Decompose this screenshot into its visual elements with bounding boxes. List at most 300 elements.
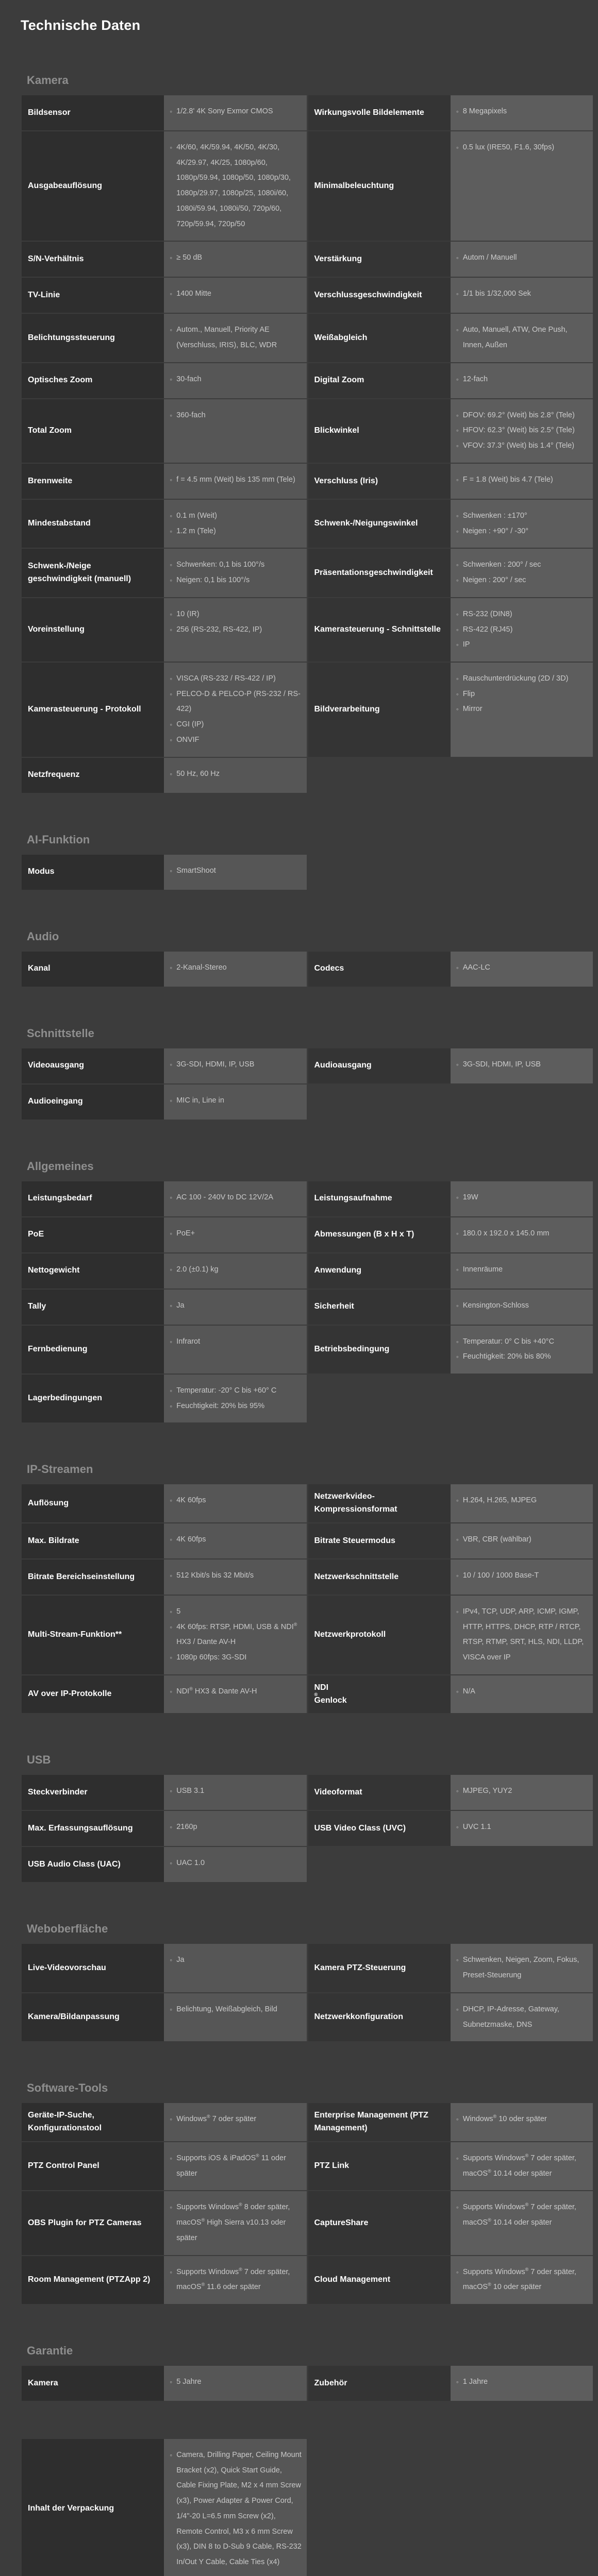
spec-value-item bbox=[170, 2151, 302, 2181]
spec-value-text: DFOV: 69.2° (Weit) bis 2.8° (Tele) bbox=[462, 411, 575, 419]
bullet-icon: ◦ bbox=[170, 769, 173, 778]
spec-values bbox=[451, 1290, 593, 1325]
spec-value-item bbox=[456, 524, 589, 539]
spec-value-item bbox=[456, 1262, 589, 1278]
spec-sections bbox=[0, 74, 598, 2576]
spec-row bbox=[22, 758, 593, 793]
spec-label: Modus bbox=[22, 855, 164, 890]
spec-row bbox=[22, 2142, 593, 2190]
spec-row bbox=[22, 2256, 593, 2304]
spec-row bbox=[22, 1484, 593, 1522]
bullet-icon: ◦ bbox=[456, 1496, 459, 1505]
spec-value-text: 1/1 bis 1/32,000 Sek bbox=[462, 290, 531, 298]
spec-value-text: AAC-LC bbox=[462, 963, 490, 972]
spec-values bbox=[451, 1484, 593, 1522]
bullet-icon: ◦ bbox=[456, 689, 459, 698]
spec-label: Kamerasteuerung - Protokoll bbox=[22, 663, 164, 757]
spec-half-left bbox=[22, 131, 307, 241]
bullet-icon: ◦ bbox=[456, 511, 459, 520]
spec-values bbox=[164, 2142, 306, 2190]
bullet-icon: ◦ bbox=[456, 576, 459, 585]
spec-values bbox=[451, 1675, 593, 1714]
spec-value-text: Kensington-Schloss bbox=[462, 1301, 529, 1310]
spec-half-right bbox=[308, 1084, 593, 1120]
spec-half-right bbox=[308, 663, 593, 757]
spec-values bbox=[451, 2256, 593, 2304]
bullet-icon: ◦ bbox=[170, 625, 173, 634]
bullet-icon: ◦ bbox=[170, 2267, 173, 2276]
spec-value-text: Supports Windows® 7 oder später, macOS® 10 oder später bbox=[462, 2266, 576, 2292]
spec-row bbox=[22, 1217, 593, 1252]
spec-values bbox=[164, 314, 306, 362]
spec-label: Cloud Management bbox=[308, 2256, 451, 2304]
spec-label: CaptureShare bbox=[308, 2191, 451, 2255]
spec-row bbox=[22, 242, 593, 277]
spec-half-right bbox=[308, 1560, 593, 1595]
spec-half-left bbox=[22, 1560, 307, 1595]
spec-values bbox=[164, 363, 306, 398]
spec-label: Kamera/Bildanpassung bbox=[22, 1993, 164, 2041]
bullet-icon: ◦ bbox=[170, 1401, 173, 1410]
spec-half-left bbox=[22, 1217, 307, 1252]
spec-value-item bbox=[456, 1493, 589, 1509]
spec-value-text: IP bbox=[462, 640, 470, 649]
spec-value-item bbox=[170, 557, 302, 573]
spec-value-text: USB 3.1 bbox=[176, 1787, 205, 1795]
spec-value-text: VFOV: 37.3° (Weit) bis 1.4° (Tele) bbox=[462, 442, 574, 450]
spec-value-text: Ja bbox=[176, 1956, 185, 1964]
spec-value-text: SmartShoot bbox=[176, 866, 216, 875]
spec-half-left bbox=[22, 663, 307, 757]
spec-half-left bbox=[22, 1811, 307, 1846]
bullet-icon: ◦ bbox=[170, 1823, 173, 1832]
spec-values bbox=[451, 1811, 593, 1846]
spec-half-left bbox=[22, 314, 307, 362]
spec-table-usb bbox=[22, 1775, 593, 1882]
spec-values bbox=[451, 2366, 593, 2401]
spec-value-text: Camera, Drilling Paper, Ceiling Mount Bracket (x2), Quick Start Guide, Cable Fixing Plate, M2 x 4 mm Screw (x3), Power Adapter & Power Cord, 1/4"-20 L=6.5 mm Screw (x2), Remote Control, M3 x 6 mm Screw (x3), DIN 8 to D-Sub 9 Cable, RS-232 In/Out Y Cable, Cable Ties (x4) bbox=[176, 2450, 302, 2566]
spec-value-text: 10 (IR) bbox=[176, 609, 200, 618]
section-heading-audio: Audio bbox=[27, 929, 59, 943]
spec-value-text: Autom., Manuell, Priority AE (Verschluss, IRIS), BLC, WDR bbox=[176, 326, 277, 350]
spec-value-text: 0.1 m (Weit) bbox=[176, 511, 217, 520]
spec-value-text: HFOV: 62.3° (Weit) bis 2.5° (Tele) bbox=[462, 426, 575, 435]
spec-value-item bbox=[456, 573, 589, 588]
spec-label: Kamerasteuerung - Schnittstelle bbox=[308, 598, 451, 662]
spec-label: USB Video Class (UVC) bbox=[308, 1811, 451, 1846]
spec-table-kamera bbox=[22, 95, 593, 793]
spec-values bbox=[164, 663, 306, 757]
spec-value-item bbox=[170, 524, 302, 539]
spec-values bbox=[164, 1523, 306, 1558]
spec-half-right bbox=[308, 1484, 593, 1522]
spec-values bbox=[451, 2103, 593, 2141]
page-title: Technische Daten bbox=[21, 18, 141, 33]
spec-value-item bbox=[170, 1568, 302, 1584]
spec-half-right bbox=[308, 1944, 593, 1992]
spec-row bbox=[22, 1847, 593, 1882]
spec-row bbox=[22, 952, 593, 987]
spec-value-item bbox=[456, 2375, 589, 2390]
spec-values bbox=[164, 1775, 306, 1810]
spec-values bbox=[451, 500, 593, 548]
spec-half-right bbox=[308, 2142, 593, 2190]
bullet-icon: ◦ bbox=[456, 1060, 459, 1069]
spec-half-right bbox=[308, 242, 593, 277]
spec-row bbox=[22, 1375, 593, 1422]
spec-value-text: Mirror bbox=[462, 705, 483, 714]
spec-half-left bbox=[22, 399, 307, 463]
spec-value-item bbox=[170, 509, 302, 524]
spec-half-right bbox=[308, 1048, 593, 1083]
spec-value-item bbox=[170, 2002, 302, 2018]
spec-half-right bbox=[308, 1847, 593, 1882]
bullet-icon: ◦ bbox=[170, 527, 173, 535]
section-heading-weboberflaeche: Weboberfläche bbox=[27, 1922, 108, 1936]
bullet-icon: ◦ bbox=[170, 1193, 173, 1201]
spec-value-text: Temperatur: -20° C bis +60° C bbox=[176, 1386, 277, 1395]
spec-values bbox=[451, 399, 593, 463]
spec-half-right bbox=[308, 1253, 593, 1289]
spec-value-text: Windows® 7 oder später bbox=[176, 2114, 257, 2124]
spec-half-left bbox=[22, 464, 307, 499]
spec-values bbox=[451, 95, 593, 130]
spec-label: Geräte-IP-Suche, Konfigurationstool bbox=[22, 2103, 164, 2141]
spec-values bbox=[164, 399, 306, 463]
spec-values bbox=[164, 855, 306, 890]
spec-value-text: 1/2.8' 4K Sony Exmor CMOS bbox=[176, 107, 273, 115]
spec-half-right bbox=[308, 2366, 593, 2401]
spec-value-text: Supports Windows® 8 oder später, macOS® High Sierra v10.13 oder später bbox=[176, 2202, 290, 2242]
spec-half-right bbox=[308, 1375, 593, 1422]
spec-value-item bbox=[170, 104, 302, 120]
spec-values bbox=[451, 131, 593, 241]
spec-value-item bbox=[170, 2112, 302, 2127]
spec-value-item bbox=[456, 671, 589, 687]
spec-value-text: Neigen: 0,1 bis 100°/s bbox=[176, 576, 250, 585]
bullet-icon: ◦ bbox=[456, 2203, 459, 2212]
spec-values bbox=[451, 1596, 593, 1674]
spec-half-left bbox=[22, 1847, 307, 1882]
spec-value-text: N/A bbox=[462, 1687, 475, 1696]
spec-value-item bbox=[456, 2112, 589, 2127]
spec-row bbox=[22, 1253, 593, 1289]
spec-label: Netzwerkschnittstelle bbox=[308, 1560, 451, 1595]
spec-table-weboberflaeche bbox=[22, 1944, 593, 2041]
spec-values bbox=[451, 1217, 593, 1252]
section-heading-ip-streamen: IP-Streamen bbox=[27, 1463, 93, 1476]
spec-value-item bbox=[170, 140, 302, 232]
bullet-icon: ◦ bbox=[170, 1060, 173, 1069]
bullet-icon: ◦ bbox=[456, 609, 459, 618]
spec-half-left bbox=[22, 2439, 307, 2576]
spec-value-text: 1 Jahre bbox=[462, 2377, 488, 2386]
spec-half-right bbox=[308, 1326, 593, 1374]
spec-row bbox=[22, 1290, 593, 1325]
spec-value-text: Autom / Manuell bbox=[462, 253, 517, 262]
spec-value-text: Temperatur: 0° C bis +40°C bbox=[462, 1337, 554, 1346]
spec-row bbox=[22, 855, 593, 890]
spec-half-right bbox=[308, 1523, 593, 1558]
spec-values bbox=[164, 598, 306, 662]
spec-value-item bbox=[170, 372, 302, 387]
spec-row bbox=[22, 1326, 593, 1374]
spec-values bbox=[451, 2142, 593, 2190]
spec-value-item bbox=[456, 1604, 589, 1666]
spec-values bbox=[164, 1181, 306, 1216]
spec-half-left bbox=[22, 549, 307, 597]
spec-label: Bildverarbeitung bbox=[308, 663, 451, 757]
spec-value-item bbox=[456, 1334, 589, 1350]
spec-values bbox=[451, 1048, 593, 1083]
spec-values bbox=[164, 500, 306, 548]
bullet-icon: ◦ bbox=[170, 866, 173, 875]
spec-half-right bbox=[308, 758, 593, 793]
spec-row bbox=[22, 1596, 593, 1674]
spec-value-text: Supports Windows® 7 oder später, macOS® 10.14 oder später bbox=[462, 2153, 576, 2178]
spec-label: S/N-Verhältnis bbox=[22, 242, 164, 277]
spec-values bbox=[164, 1596, 306, 1674]
spec-value-text: UAC 1.0 bbox=[176, 1859, 205, 1868]
spec-value-item bbox=[456, 408, 589, 423]
bullet-icon: ◦ bbox=[456, 2154, 459, 2162]
spec-values bbox=[164, 1484, 306, 1522]
spec-value-text: 10 / 100 / 1000 Base-T bbox=[462, 1571, 539, 1580]
spec-value-text: 2160p bbox=[176, 1823, 197, 1832]
spec-value-text: Windows® 10 oder später bbox=[462, 2114, 547, 2124]
spec-values bbox=[164, 952, 306, 987]
spec-value-item bbox=[170, 1298, 302, 1314]
spec-label: Sicherheit bbox=[308, 1290, 451, 1325]
spec-value-item bbox=[170, 1493, 302, 1509]
spec-value-item bbox=[456, 2002, 589, 2032]
spec-label: PTZ Control Panel bbox=[22, 2142, 164, 2190]
spec-values bbox=[164, 1375, 306, 1422]
spec-value-item bbox=[456, 104, 589, 120]
spec-value-item bbox=[170, 250, 302, 266]
spec-value-item bbox=[170, 1650, 302, 1666]
spec-value-item bbox=[456, 438, 589, 454]
spec-value-text: 30-fach bbox=[176, 375, 202, 383]
spec-label: Brennweite bbox=[22, 464, 164, 499]
spec-label: Kamera PTZ-Steuerung bbox=[308, 1944, 451, 1992]
spec-row bbox=[22, 2439, 593, 2576]
spec-label: USB Audio Class (UAC) bbox=[22, 1847, 164, 1882]
spec-value-item bbox=[456, 2265, 589, 2295]
spec-value-item bbox=[456, 622, 589, 638]
spec-label: Voreinstellung bbox=[22, 598, 164, 662]
spec-label: Belichtungssteuerung bbox=[22, 314, 164, 362]
spec-label: Wirkungsvolle Bildelemente bbox=[308, 95, 451, 130]
spec-label: Max. Erfassungsauflösung bbox=[22, 1811, 164, 1846]
spec-row bbox=[22, 363, 593, 398]
spec-value-item bbox=[170, 863, 302, 879]
spec-value-text: Infrarot bbox=[176, 1337, 201, 1346]
spec-value-text: ONVIF bbox=[176, 735, 200, 744]
spec-value-text: 8 Megapixels bbox=[462, 107, 507, 115]
section-heading-allgemeines: Allgemeines bbox=[27, 1159, 94, 1173]
spec-value-item bbox=[170, 2375, 302, 2390]
spec-value-item bbox=[456, 423, 589, 438]
spec-label: Multi-Stream-Funktion** bbox=[22, 1596, 164, 1674]
spec-value-item bbox=[170, 960, 302, 976]
spec-label: Max. Bildrate bbox=[22, 1523, 164, 1558]
spec-values bbox=[451, 549, 593, 597]
spec-row bbox=[22, 1775, 593, 1810]
spec-value-text: F = 1.8 (Weit) bis 4.7 (Tele) bbox=[462, 475, 553, 484]
bullet-icon: ◦ bbox=[456, 107, 459, 115]
spec-value-text: MIC in, Line in bbox=[176, 1096, 224, 1105]
bullet-icon: ◦ bbox=[456, 1956, 459, 1964]
spec-value-item bbox=[456, 323, 589, 353]
spec-row bbox=[22, 549, 593, 597]
section-heading-ai-funktion: AI-Funktion bbox=[27, 833, 90, 846]
spec-label: Schwenk-/Neige geschwindigkeit (manuell) bbox=[22, 549, 164, 597]
spec-half-left bbox=[22, 758, 307, 793]
bullet-icon: ◦ bbox=[456, 1193, 459, 1201]
bullet-icon: ◦ bbox=[170, 511, 173, 520]
spec-value-text: 2.0 (±0.1) kg bbox=[176, 1265, 219, 1274]
spec-label: Audioeingang bbox=[22, 1084, 164, 1120]
spec-row bbox=[22, 2103, 593, 2141]
spec-label: Kanal bbox=[22, 952, 164, 987]
spec-label: Netzwerkkonfiguration bbox=[308, 1993, 451, 2041]
spec-value-item bbox=[456, 140, 589, 156]
spec-value-text: AC 100 - 240V to DC 12V/2A bbox=[176, 1193, 274, 1201]
spec-label: Anwendung bbox=[308, 1253, 451, 1289]
spec-label: Codecs bbox=[308, 952, 451, 987]
spec-label: Digital Zoom bbox=[308, 363, 451, 398]
spec-half-right bbox=[308, 131, 593, 241]
spec-row bbox=[22, 1560, 593, 1595]
spec-values bbox=[164, 1048, 306, 1083]
spec-half-right bbox=[308, 314, 593, 362]
spec-value-text: PELCO-D & PELCO-P (RS-232 / RS-422) bbox=[176, 689, 301, 714]
spec-table-ai-funktion bbox=[22, 855, 593, 890]
spec-value-item bbox=[456, 557, 589, 573]
spec-half-right bbox=[308, 598, 593, 662]
spec-value-item bbox=[170, 1856, 302, 1871]
spec-value-item bbox=[456, 286, 589, 302]
spec-values bbox=[164, 131, 306, 241]
spec-table-schnittstelle bbox=[22, 1048, 593, 1120]
bullet-icon: ◦ bbox=[170, 561, 173, 569]
spec-half-left bbox=[22, 1084, 307, 1120]
spec-value-item bbox=[456, 1953, 589, 1983]
spec-value-item bbox=[456, 1349, 589, 1365]
spec-label: Weißabgleich bbox=[308, 314, 451, 362]
section-heading-garantie: Garantie bbox=[27, 2344, 73, 2357]
spec-values bbox=[451, 952, 593, 987]
spec-values bbox=[451, 1181, 593, 1216]
bullet-icon: ◦ bbox=[170, 689, 173, 698]
spec-label: Lagerbedingungen bbox=[22, 1375, 164, 1422]
bullet-icon: ◦ bbox=[170, 2115, 173, 2124]
spec-label: Tally bbox=[22, 1290, 164, 1325]
spec-values bbox=[164, 2439, 306, 2576]
spec-value-item bbox=[170, 1684, 302, 1700]
bullet-icon: ◦ bbox=[456, 475, 459, 484]
spec-half-left bbox=[22, 95, 307, 130]
spec-value-text: Supports iOS & iPadOS® 11 oder später bbox=[176, 2153, 286, 2178]
bullet-icon: ◦ bbox=[456, 1571, 459, 1580]
bullet-icon: ◦ bbox=[456, 705, 459, 714]
spec-value-item bbox=[170, 622, 302, 638]
spec-row bbox=[22, 278, 593, 313]
spec-values bbox=[164, 1560, 306, 1595]
spec-half-left bbox=[22, 855, 307, 890]
spec-values bbox=[451, 598, 593, 662]
spec-value-item bbox=[170, 1383, 302, 1399]
bullet-icon: ◦ bbox=[170, 1229, 173, 1238]
spec-half-right bbox=[308, 500, 593, 548]
spec-half-right bbox=[308, 1217, 593, 1252]
spec-label: Live-Videovorschau bbox=[22, 1944, 164, 1992]
spec-half-left bbox=[22, 952, 307, 987]
bullet-icon: ◦ bbox=[456, 1535, 459, 1544]
spec-value-text: 4K 60fps bbox=[176, 1535, 206, 1544]
spec-value-item bbox=[170, 607, 302, 622]
spec-values bbox=[451, 363, 593, 398]
bullet-icon: ◦ bbox=[170, 2154, 173, 2162]
spec-row bbox=[22, 663, 593, 757]
spec-label: Auflösung bbox=[22, 1484, 164, 1522]
spec-value-item bbox=[456, 1784, 589, 1799]
spec-label: Kamera bbox=[22, 2366, 164, 2401]
bullet-icon: ◦ bbox=[170, 1956, 173, 1964]
spec-value-item bbox=[456, 2200, 589, 2230]
spec-value-text: Feuchtigkeit: 20% bis 80% bbox=[462, 1352, 551, 1361]
spec-row bbox=[22, 1048, 593, 1083]
spec-label: Enterprise Management (PTZ Management) bbox=[308, 2103, 451, 2141]
spec-value-text: 1.2 m (Tele) bbox=[176, 527, 216, 535]
spec-values bbox=[164, 95, 306, 130]
bullet-icon: ◦ bbox=[456, 625, 459, 634]
bullet-icon: ◦ bbox=[170, 1301, 173, 1310]
spec-value-item bbox=[170, 323, 302, 353]
spec-value-item bbox=[456, 960, 589, 976]
bullet-icon: ◦ bbox=[170, 1607, 173, 1616]
spec-value-text: RS-422 (RJ45) bbox=[462, 625, 513, 634]
spec-row bbox=[22, 1993, 593, 2041]
bullet-icon: ◦ bbox=[456, 2377, 459, 2386]
spec-value-text: Neigen : 200° / sec bbox=[462, 576, 526, 585]
spec-value-text: 4K/60, 4K/59.94, 4K/50, 4K/30, 4K/29.97, 4K/25, 1080p/60, 1080p/59.94, 1080p/50, 1080p/30, 1080p/29.97, 1080p/25, 1080i/60, 1080i/59.94, 1080i/50, 720p/60, 720p/59.94, 720p/50 bbox=[176, 143, 291, 228]
spec-half-left bbox=[22, 1181, 307, 1216]
spec-value-text: ≥ 50 dB bbox=[176, 253, 203, 262]
spec-values bbox=[451, 1993, 593, 2041]
spec-row bbox=[22, 2191, 593, 2255]
spec-half-left bbox=[22, 1484, 307, 1522]
spec-value-text: Schwenken : ±170° bbox=[462, 511, 527, 520]
bullet-icon: ◦ bbox=[170, 576, 173, 585]
bullet-icon: ◦ bbox=[456, 2005, 459, 2013]
bullet-icon: ◦ bbox=[456, 442, 459, 450]
spec-value-item bbox=[170, 1953, 302, 1968]
spec-label: Schwenk-/Neigungswinkel bbox=[308, 500, 451, 548]
spec-values bbox=[164, 2366, 306, 2401]
spec-label: Leistungsaufnahme bbox=[308, 1181, 451, 1216]
spec-value-text: 4K 60fps: RTSP, HDMI, USB & NDI® HX3 / Dante AV-H bbox=[176, 1621, 297, 1647]
spec-half-left bbox=[22, 2191, 307, 2255]
bullet-icon: ◦ bbox=[456, 411, 459, 419]
spec-half-right bbox=[308, 2191, 593, 2255]
spec-value-item bbox=[170, 1784, 302, 1799]
spec-values bbox=[164, 549, 306, 597]
spec-label: Fernbedienung bbox=[22, 1326, 164, 1374]
spec-values bbox=[164, 242, 306, 277]
spec-label: Blickwinkel bbox=[308, 399, 451, 463]
